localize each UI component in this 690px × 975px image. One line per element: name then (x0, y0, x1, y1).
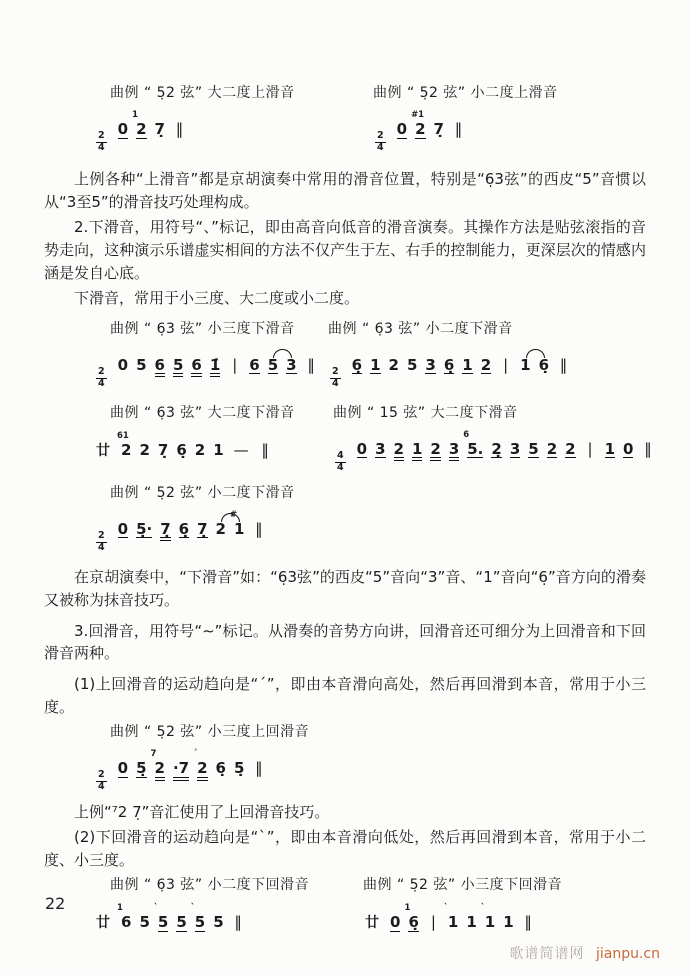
note: 6̣ (351, 355, 363, 374)
grace-note: 1 (132, 110, 138, 120)
note: 2 (480, 355, 492, 374)
jianpu-notation-line (96, 429, 325, 474)
barline: | (430, 913, 436, 932)
note: 1 # (229, 509, 245, 538)
note: 5̣· (136, 519, 153, 538)
note: 1 ˋ (480, 903, 496, 932)
grace-note: #1 (411, 110, 425, 120)
time-signature: 廿 (96, 442, 110, 459)
note: 5 (172, 355, 184, 374)
example-title: 曲例 “ 5̣2 弦” 大二度上滑音 (110, 85, 295, 101)
paragraph-upslide-summary: 上例各种“上滑音”都是京胡演奏中常用的滑音位置，特别是“6̣3弦”的西皮“5”音惯以从“3至5”的滑音技巧处理构成。 (44, 170, 646, 211)
paragraph-downslide-alias: 在京胡演奏中，“下滑音”如：“6̣3弦”的西皮“5”音向“3”音、“1”音向“6̣”音方向的滑奏又被称为抹音技巧。 (44, 567, 646, 609)
time-signature: 廿 (96, 915, 110, 932)
example-row-5 (44, 874, 646, 946)
note: 6 (191, 355, 202, 374)
note: 6 1 (117, 903, 132, 932)
note: 5 ˋ (153, 903, 169, 932)
time-signature: $\frac{2}{4}$ (98, 365, 105, 389)
example-title: 曲例 “ 6̣3 弦” 小二度下滑音 (328, 320, 513, 337)
note: 2 ˊ (193, 749, 208, 778)
note: 5 ˋ (190, 903, 206, 932)
example-52-major2-up (44, 82, 365, 154)
grace-note: 6 (463, 429, 470, 440)
grace-note: ˋ (480, 903, 485, 914)
example-63-major2-down (44, 402, 325, 474)
barline: | (503, 355, 509, 374)
note: 5 (136, 355, 147, 374)
note: 6̣ (538, 355, 549, 374)
grace-note: 61 (117, 430, 129, 441)
grace-note: ˋ (443, 903, 449, 914)
example-title: 曲例 “ 5̣2 弦” 小三度下回滑音 (363, 877, 563, 894)
example-title: 曲例 “ 15 弦” 大二度下滑音 (333, 404, 518, 421)
note: 7̣ (157, 440, 169, 459)
grace-note: 1 (117, 903, 123, 914)
barline: ‖ (454, 120, 463, 138)
note: 1̇ (209, 355, 221, 374)
note: 2 (430, 439, 441, 458)
example-52-minor2-down (44, 482, 646, 554)
barline: — (233, 440, 249, 459)
note: 5̣ (136, 759, 147, 778)
note: 3 (425, 355, 436, 374)
jianpu-notation-line (96, 509, 646, 554)
example-title: 曲例 “ 6̣3 弦” 大二度下滑音 (110, 404, 295, 421)
barline: | (587, 439, 593, 458)
note: 3 (448, 439, 460, 458)
note: 5 (406, 355, 418, 374)
note: 5 (176, 913, 187, 932)
note: 0 (390, 913, 401, 932)
barline: ‖ (307, 355, 315, 374)
time-signature: 廿 (365, 915, 379, 932)
note: 5 (139, 913, 150, 932)
note: 0 (117, 355, 129, 374)
note: 6 (154, 355, 165, 374)
page-number: 22 (45, 894, 66, 913)
note: 1 (466, 913, 477, 932)
barline: ‖ (559, 355, 568, 374)
note: 2 (216, 521, 226, 538)
example-row-2 (44, 318, 646, 390)
note: 2 7 (150, 749, 165, 778)
time-signature: $\frac{2}{4}$ (98, 769, 105, 793)
note: 1 (520, 357, 530, 374)
paragraph-downslide-definition: 2.下滑音，用符号“、”标记，即由高音向低音的滑音演奏。其操作方法是贴弦滚指的音势走向，这种演示乐谱虚实相间的方法不仅产生于左、右手的控制能力，更深层次的情感内涵是发自心底。 (44, 217, 646, 282)
note: 5 (528, 439, 539, 458)
example-title: 曲例 “ 5̣2 弦” 小二度下滑音 (110, 484, 295, 501)
note: 6̣ (443, 355, 455, 374)
grace-note: ˊ (193, 749, 198, 760)
note: 1 (370, 355, 381, 374)
barline: ‖ (255, 759, 263, 778)
note: 2 (388, 355, 399, 374)
note: 2 (139, 440, 150, 459)
note: 5 (213, 913, 224, 932)
example-52-minor3-upreturn (44, 721, 646, 793)
note: 6̣ (178, 519, 190, 538)
jianpu-notation-line (96, 748, 646, 793)
note: 0 (117, 759, 129, 778)
jianpu-notation-line (365, 901, 646, 946)
note: 2 (546, 439, 558, 458)
note: 6̣ (215, 759, 226, 778)
note: 0 (356, 439, 368, 458)
note: 7̣ (160, 519, 171, 538)
barline: ‖ (524, 913, 532, 932)
barline: ‖ (175, 120, 184, 138)
paragraph-returnslide-definition: 3.回滑音，用符号“∼”标记。从滑奏的音势方向讲，回滑音还可细分为上回滑音和下回滑音两种。 (44, 621, 646, 663)
watermark-site-url: jianpu.cn (595, 946, 660, 962)
example-15-major2-down (325, 402, 658, 474)
jianpu-notation-line (330, 345, 646, 390)
watermark (510, 943, 660, 963)
grace-note: ˋ (190, 903, 195, 914)
jianpu-notation-line (96, 345, 320, 390)
barline: ‖ (644, 439, 652, 458)
note: 1 (462, 355, 473, 374)
time-signature: $\frac{4}{4}$ (337, 449, 344, 473)
example-title: 曲例 “ 6̣3 弦” 小二度下回滑音 (110, 877, 310, 894)
note: 7̣ (433, 120, 444, 138)
grace-note: # (229, 509, 238, 520)
note: 1 (213, 440, 224, 459)
note: 2 #1 (411, 110, 426, 138)
note: 5. 6 (463, 429, 484, 458)
example-title: 曲例 “ 5̣2 弦” 小三度上回滑音 (110, 724, 310, 741)
jianpu-notation-line (375, 109, 646, 154)
note: 0 (623, 439, 634, 458)
note: 1 ˋ (443, 903, 459, 932)
paragraph-up-returnslide: (1)上回滑音的运动趋向是“ˊ”，即由本音滑向高处，然后再回滑到本音，常用于小三度。 (44, 675, 646, 717)
note: 6̣ (176, 440, 187, 459)
jianpu-notation-line (96, 901, 355, 946)
note: 2 (393, 439, 404, 458)
example-title: 曲例 “ 6̣3 弦” 小三度下滑音 (110, 320, 295, 337)
time-signature: $\frac{2}{4}$ (377, 130, 384, 153)
note: 2 (194, 440, 206, 459)
note: 1 (604, 439, 616, 458)
note: 7̣ (197, 519, 208, 538)
note: 3 (509, 439, 521, 458)
example-63-minor2-down (320, 318, 646, 390)
time-signature: $\frac{2}{4}$ (332, 365, 339, 389)
note: 2 61 (117, 430, 132, 459)
note: 6̣ 1 (404, 903, 419, 932)
time-signature: $\frac{2}{4}$ (98, 529, 105, 553)
barline: ‖ (234, 913, 242, 932)
grace-note: 1 (404, 903, 411, 914)
note: 3 (375, 439, 386, 458)
note: ·7 (172, 759, 190, 778)
example-row-1 (44, 82, 646, 154)
time-signature: $\frac{2}{4}$ (98, 130, 105, 153)
example-63-minor3-down (44, 318, 320, 390)
note: 0 (117, 120, 129, 138)
example-title: 曲例 “ 5̣2 弦” 小二度上滑音 (373, 85, 558, 101)
jianpu-notation-line (335, 429, 658, 474)
note: 0 (117, 519, 129, 538)
barline: | (232, 355, 238, 374)
note: 0 (396, 120, 408, 138)
note: 6 (249, 355, 260, 374)
grace-note: 7 (150, 749, 157, 760)
barline: ‖ (261, 440, 269, 459)
note: 5 (268, 357, 278, 375)
example-63-minor2-downreturn (44, 874, 355, 946)
note: 7̣ (154, 120, 165, 138)
note: 1 (411, 439, 423, 458)
note: 2̣ (491, 439, 502, 458)
note: 2 1 (132, 110, 147, 138)
example-row-3 (44, 402, 652, 474)
paragraph-upreturn-note: 上例“⁷2 7̣”音汇使用了上回滑音技巧。 (74, 803, 330, 822)
paragraph-downslide-usage: 下滑音，常用于小三度、大二度或小二度。 (74, 288, 360, 307)
barline: ‖ (255, 519, 263, 538)
watermark-site-name: 歌谱简谱网 (509, 946, 585, 962)
grace-note: ˋ (153, 903, 159, 914)
example-52-minor3-downreturn (355, 874, 646, 946)
paragraph-down-returnslide: (2)下回滑音的运动趋向是“ˋ”，即由本音滑向低处，然后再回滑到本音，常用于小二度、小三度。 (44, 828, 646, 870)
note: 1 (503, 913, 514, 932)
example-52-minor2-up (365, 82, 646, 154)
jianpu-notation-line (96, 109, 365, 154)
note: 5̣ (233, 759, 245, 778)
note: 3 (286, 355, 297, 374)
note: 2 (565, 439, 576, 458)
